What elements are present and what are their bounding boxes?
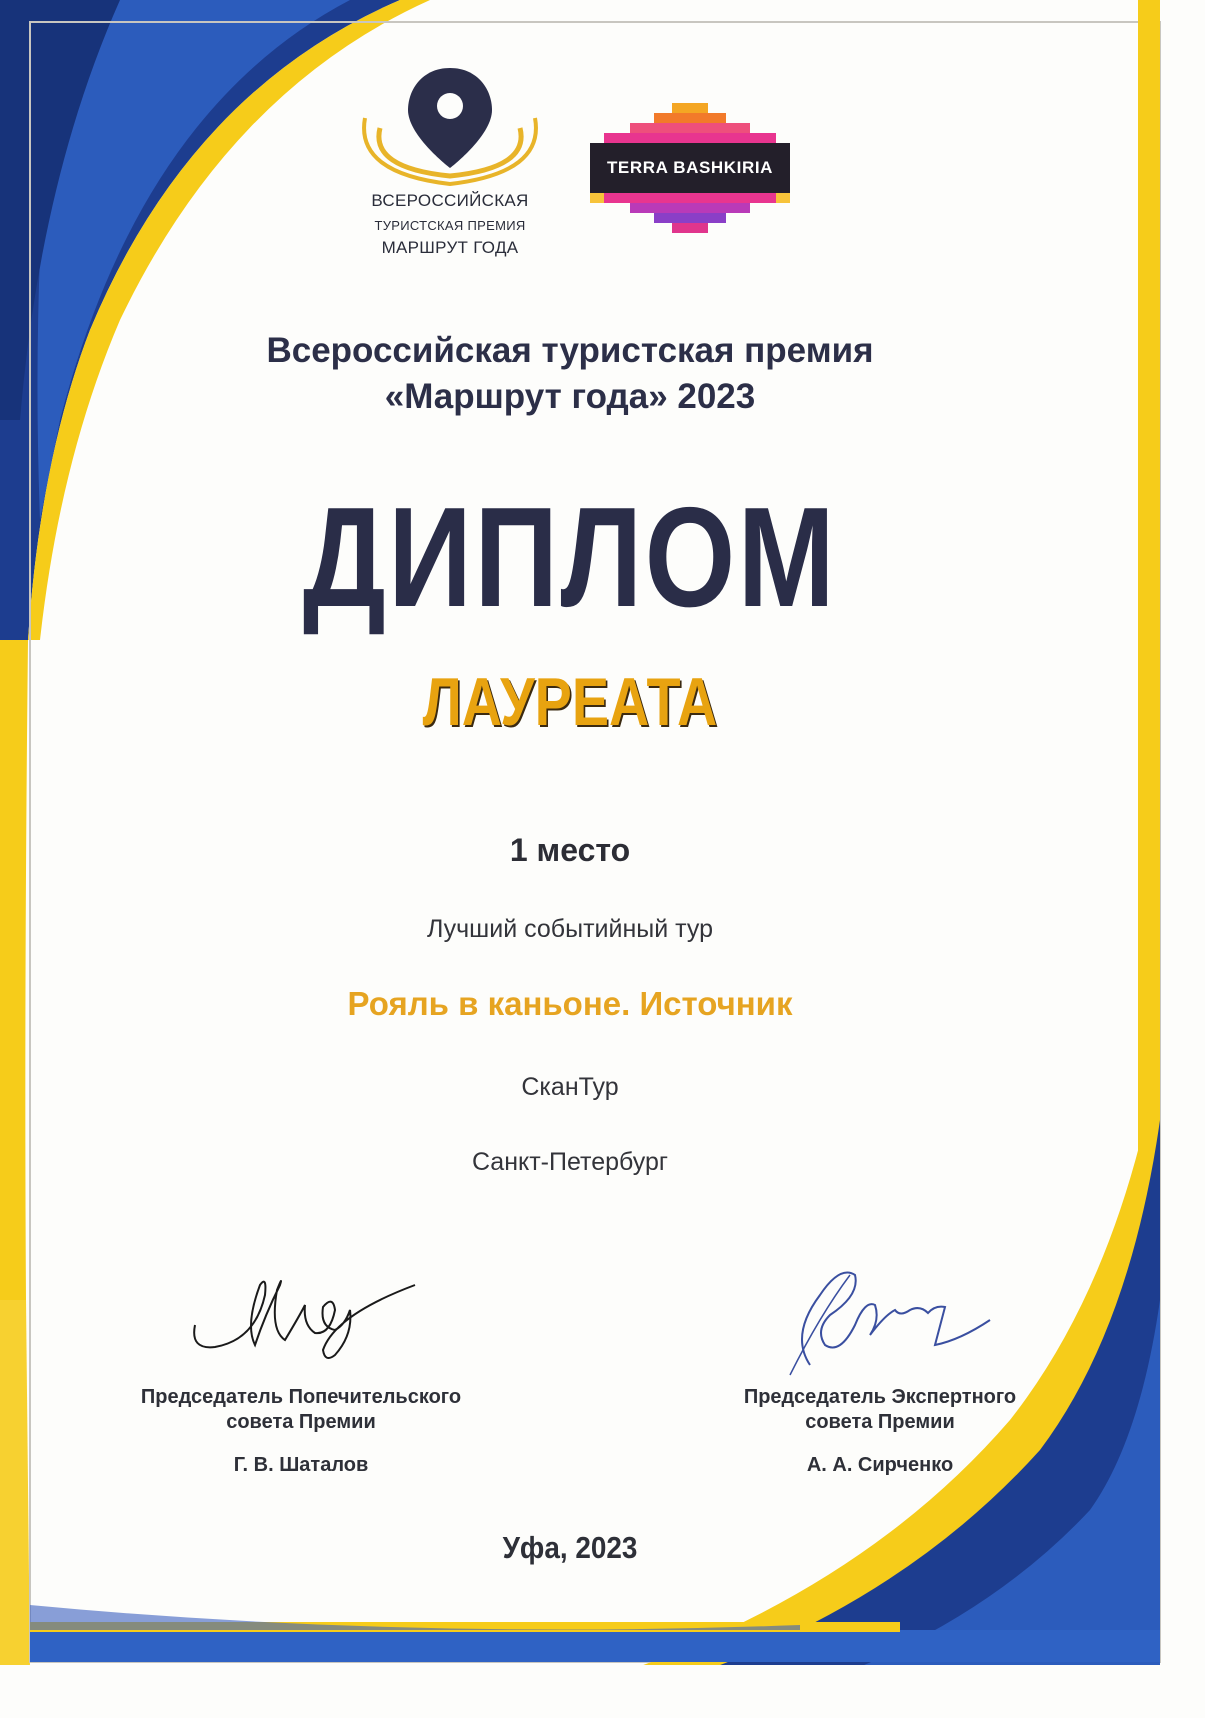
- partner-logo: [590, 103, 790, 233]
- award-logo: [330, 58, 570, 268]
- award-heading: [200, 328, 940, 420]
- award-logo-line3: МАРШРУТ ГОДА: [381, 238, 519, 257]
- nomination-label: Лучший событийный тур: [426, 915, 714, 943]
- signature-left-icon: [185, 1255, 425, 1365]
- signatory-right-role-line2: совета Премии: [805, 1411, 955, 1433]
- signature-right-icon: [760, 1255, 1000, 1385]
- company-name: СканТур: [521, 1073, 619, 1101]
- place-label: 1 место: [509, 832, 631, 868]
- signatory-left: [111, 1385, 491, 1478]
- award-heading-line1: Всероссийская туристская премия: [266, 331, 874, 370]
- signatory-right-name: А. А. Сирченко: [806, 1454, 954, 1476]
- footer-place-date: Уфа, 2023: [502, 1530, 638, 1565]
- partner-logo-text: TERRA BASHKIRIA: [606, 158, 774, 177]
- tour-name: Рояль в каньоне. Источник: [347, 985, 793, 1022]
- signatory-right: [690, 1385, 1070, 1478]
- city-name: Санкт-Петербург: [471, 1148, 669, 1176]
- signatory-right-role-line1: Председатель Экспертного: [743, 1386, 1017, 1408]
- diploma-subtitle: ЛАУРЕАТА: [422, 664, 718, 740]
- award-logo-line2: ТУРИСТСКАЯ ПРЕМИЯ: [374, 218, 526, 233]
- signatory-left-role-line1: Председатель Попечительского: [140, 1386, 462, 1408]
- award-heading-line2: «Маршрут года» 2023: [384, 377, 756, 416]
- award-logo-line1: ВСЕРОССИЙСКАЯ: [371, 191, 529, 210]
- map-pin-laurel-icon: [350, 58, 550, 188]
- signatory-left-name: Г. В. Шаталов: [233, 1454, 369, 1476]
- diploma-title: ДИПЛОМ: [302, 478, 838, 637]
- signatory-left-role-line2: совета Премии: [226, 1411, 376, 1433]
